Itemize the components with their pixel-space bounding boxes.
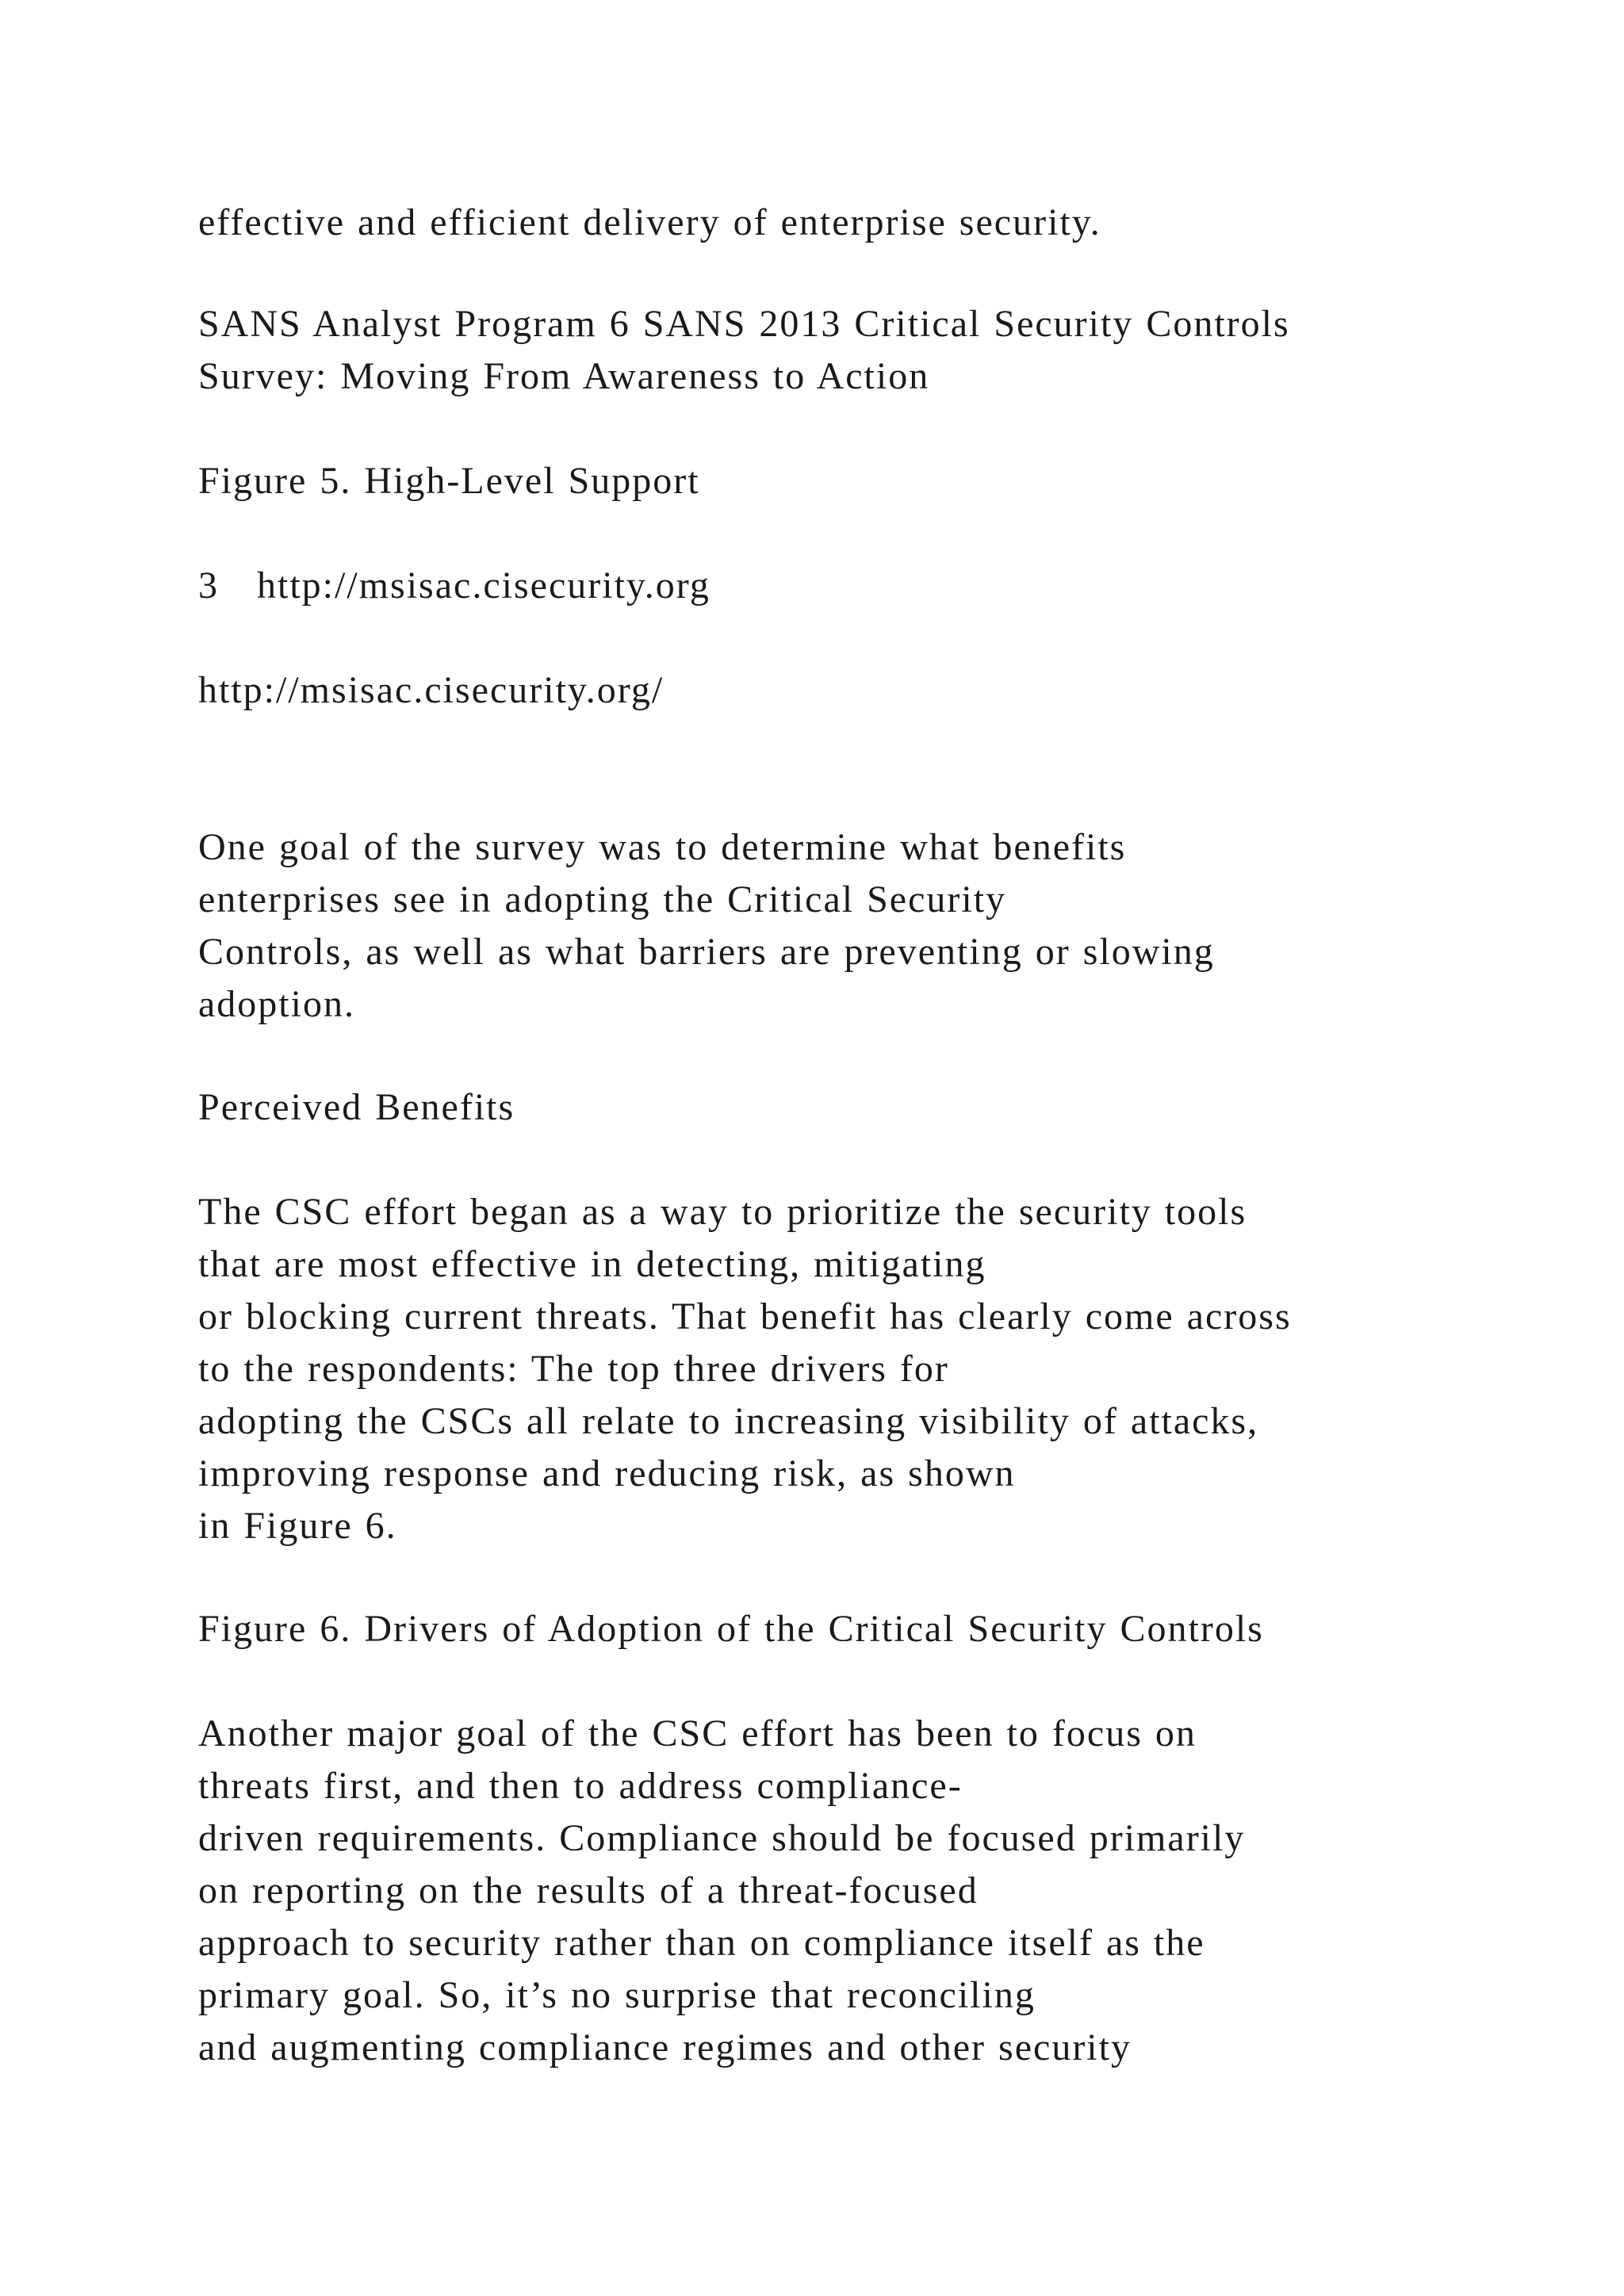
text-line: Figure 6. Drivers of Adoption of the Critical Security Controls [198,1608,1264,1650]
text-line: primary goal. So, it’s no surprise that reconciling [198,1974,1036,2016]
text-line: effective and efficient delivery of enterprise security. [198,201,1101,243]
text-line: threats first, and then to address compliance- [198,1765,963,1807]
paragraph-survey-goal [198,821,1546,1031]
figure-6-caption [198,1603,1546,1655]
text-line: or blocking current threats. That benefit has clearly come across [198,1295,1292,1337]
text-line: that are most effective in detecting, mitigating [198,1243,986,1285]
text-line: http://msisac.cisecurity.org/ [198,669,665,711]
text-line: SANS Analyst Program 6 SANS 2013 Critical Security Controls [198,303,1290,345]
text-line: Controls, as well as what barriers are preventing or slowing [198,931,1215,973]
text-line: to the respondents: The top three drivers for [198,1348,949,1390]
text-line: adopting the CSCs all relate to increasing visibility of attacks, [198,1400,1259,1442]
text-line: improving response and reducing risk, as shown [198,1452,1016,1494]
text-line: Another major goal of the CSC effort has been to focus on [198,1712,1197,1755]
text-closing-sentence [198,197,1546,249]
text-line: on reporting on the results of a threat-focused [198,1869,979,1911]
text-line: One goal of the survey was to determine what benefits [198,826,1127,868]
footnote-3 [198,560,1546,612]
heading-perceived-benefits [198,1081,1546,1134]
url-text [198,664,1546,717]
text-line: Survey: Moving From Awareness to Action [198,355,930,397]
text-line: approach to security rather than on compliance itself as the [198,1922,1205,1964]
text-line: in Figure 6. [198,1505,397,1547]
text-line: enterprises see in adopting the Critical Security [198,878,1007,920]
text-line: driven requirements. Compliance should be focused primarily [198,1817,1246,1859]
text-line: adoption. [198,983,355,1025]
text-line: Perceived Benefits [198,1086,515,1128]
text-line: and augmenting compliance regimes and other security [198,2026,1132,2068]
text-line: 3 http://msisac.cisecurity.org [198,564,710,607]
text-line: The CSC effort began as a way to prioritize the security tools [198,1191,1247,1233]
figure-5-caption [198,455,1546,507]
text-report-source [198,298,1546,403]
paragraph-csc-effort [198,1186,1546,1552]
paragraph-compliance [198,1708,1546,2074]
text-line: Figure 5. High-Level Support [198,460,700,502]
